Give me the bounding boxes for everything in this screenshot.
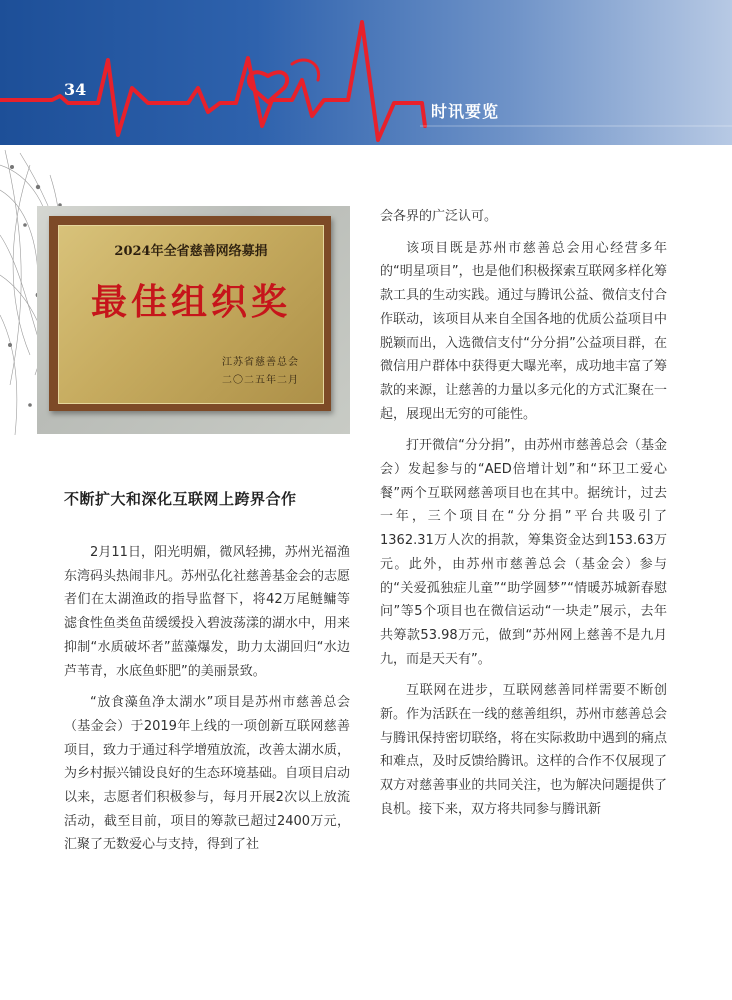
paragraph: 该项目既是苏州市慈善总会用心经营多年的“明星项目”，也是他们积极探索互联网多样化筹款工具的生动实践。通过与腾讯公益、微信支付合作联动，该项目从来自全国各地的优质公益项目中脱颖而出，入选微信支付“分分捐”公益项目群，在微信用户群体中获得更大曝光率，成功地丰富了筹款的来源，让慈善的力量以多元化的方式汇聚在一起，展现出无穷的可能性。: [380, 240, 667, 422]
page-header: [0, 0, 732, 145]
plaque-title: 2024年全省慈善网络募捐: [114, 244, 268, 259]
plaque-plate: [58, 225, 324, 404]
right-text-column: [380, 205, 667, 822]
heartbeat-line-icon: [0, 0, 732, 145]
paragraph: 打开微信“分分捐”，由苏州市慈善总会（基金会）发起参与的“AED倍增计划”和“环卫工爱心餐”两个互联网慈善项目也在其中。据统计，过去一年，三个项目在“分分捐”平台共吸引了1362.31万人次的捐款，筹集资金达到153.63万元。此外，由苏州市慈善总会（基金会）参与的“关爱孤独症儿童”“助学圆梦”“情暖苏城新春慰问”等5个项目也在微信运动“一块走”展示，去年共筹款53.98万元，做到“苏州网上慈善不是九月九，而是天天有”。: [380, 438, 667, 667]
plaque-issuer: 江苏省慈善总会: [222, 357, 299, 368]
plaque-date: 二〇二五年二月: [222, 375, 299, 386]
plaque-award-name: 最佳组织奖: [90, 281, 291, 323]
award-plaque: [49, 216, 331, 411]
award-plaque-photo: [37, 206, 350, 434]
article-heading: 不断扩大和深化互联网上跨界合作: [64, 490, 297, 508]
paragraph: “放食藻鱼净太湖水”项目是苏州市慈善总会（基金会）于2019年上线的一项创新互联网慈善项目，致力于通过科学增殖放流，改善太湖水质，为乡村振兴铺设良好的生态环境基础。自项目启动以来，志愿者们积极参与，每月开展2次以上放流活动，截至目前，项目的筹款已超过2400万元，汇聚了无数爱心与支持，得到了社: [64, 695, 351, 853]
left-text-column: [64, 541, 350, 857]
page-number: 34: [64, 80, 87, 99]
section-title: 时讯要览: [431, 102, 500, 121]
paragraph: 2月11日，阳光明媚，微风轻拂，苏州光福渔东湾码头热闹非凡。苏州弘化社慈善基金会的志愿者们在太湖渔政的指导监督下，将42万尾鲢鳙等滤食性鱼类鱼苗缓缓投入碧波荡漾的湖水中，用来抑制“水质破坏者”蓝藻爆发，助力太湖回归“水边芦苇青，水底鱼虾肥”的美丽景致。: [64, 545, 351, 679]
paragraph-continuation: 会各界的广泛认可。: [380, 209, 498, 224]
paragraph: 互联网在进步，互联网慈善同样需要不断创新。作为活跃在一线的慈善组织，苏州市慈善总会与腾讯保持密切联络，将在实际救助中遇到的痛点和难点，及时反馈给腾讯。这样的合作不仅展现了双方对慈善事业的共同关注，也为解决问题提供了良机。接下来，双方将共同参与腾讯新: [380, 683, 667, 817]
